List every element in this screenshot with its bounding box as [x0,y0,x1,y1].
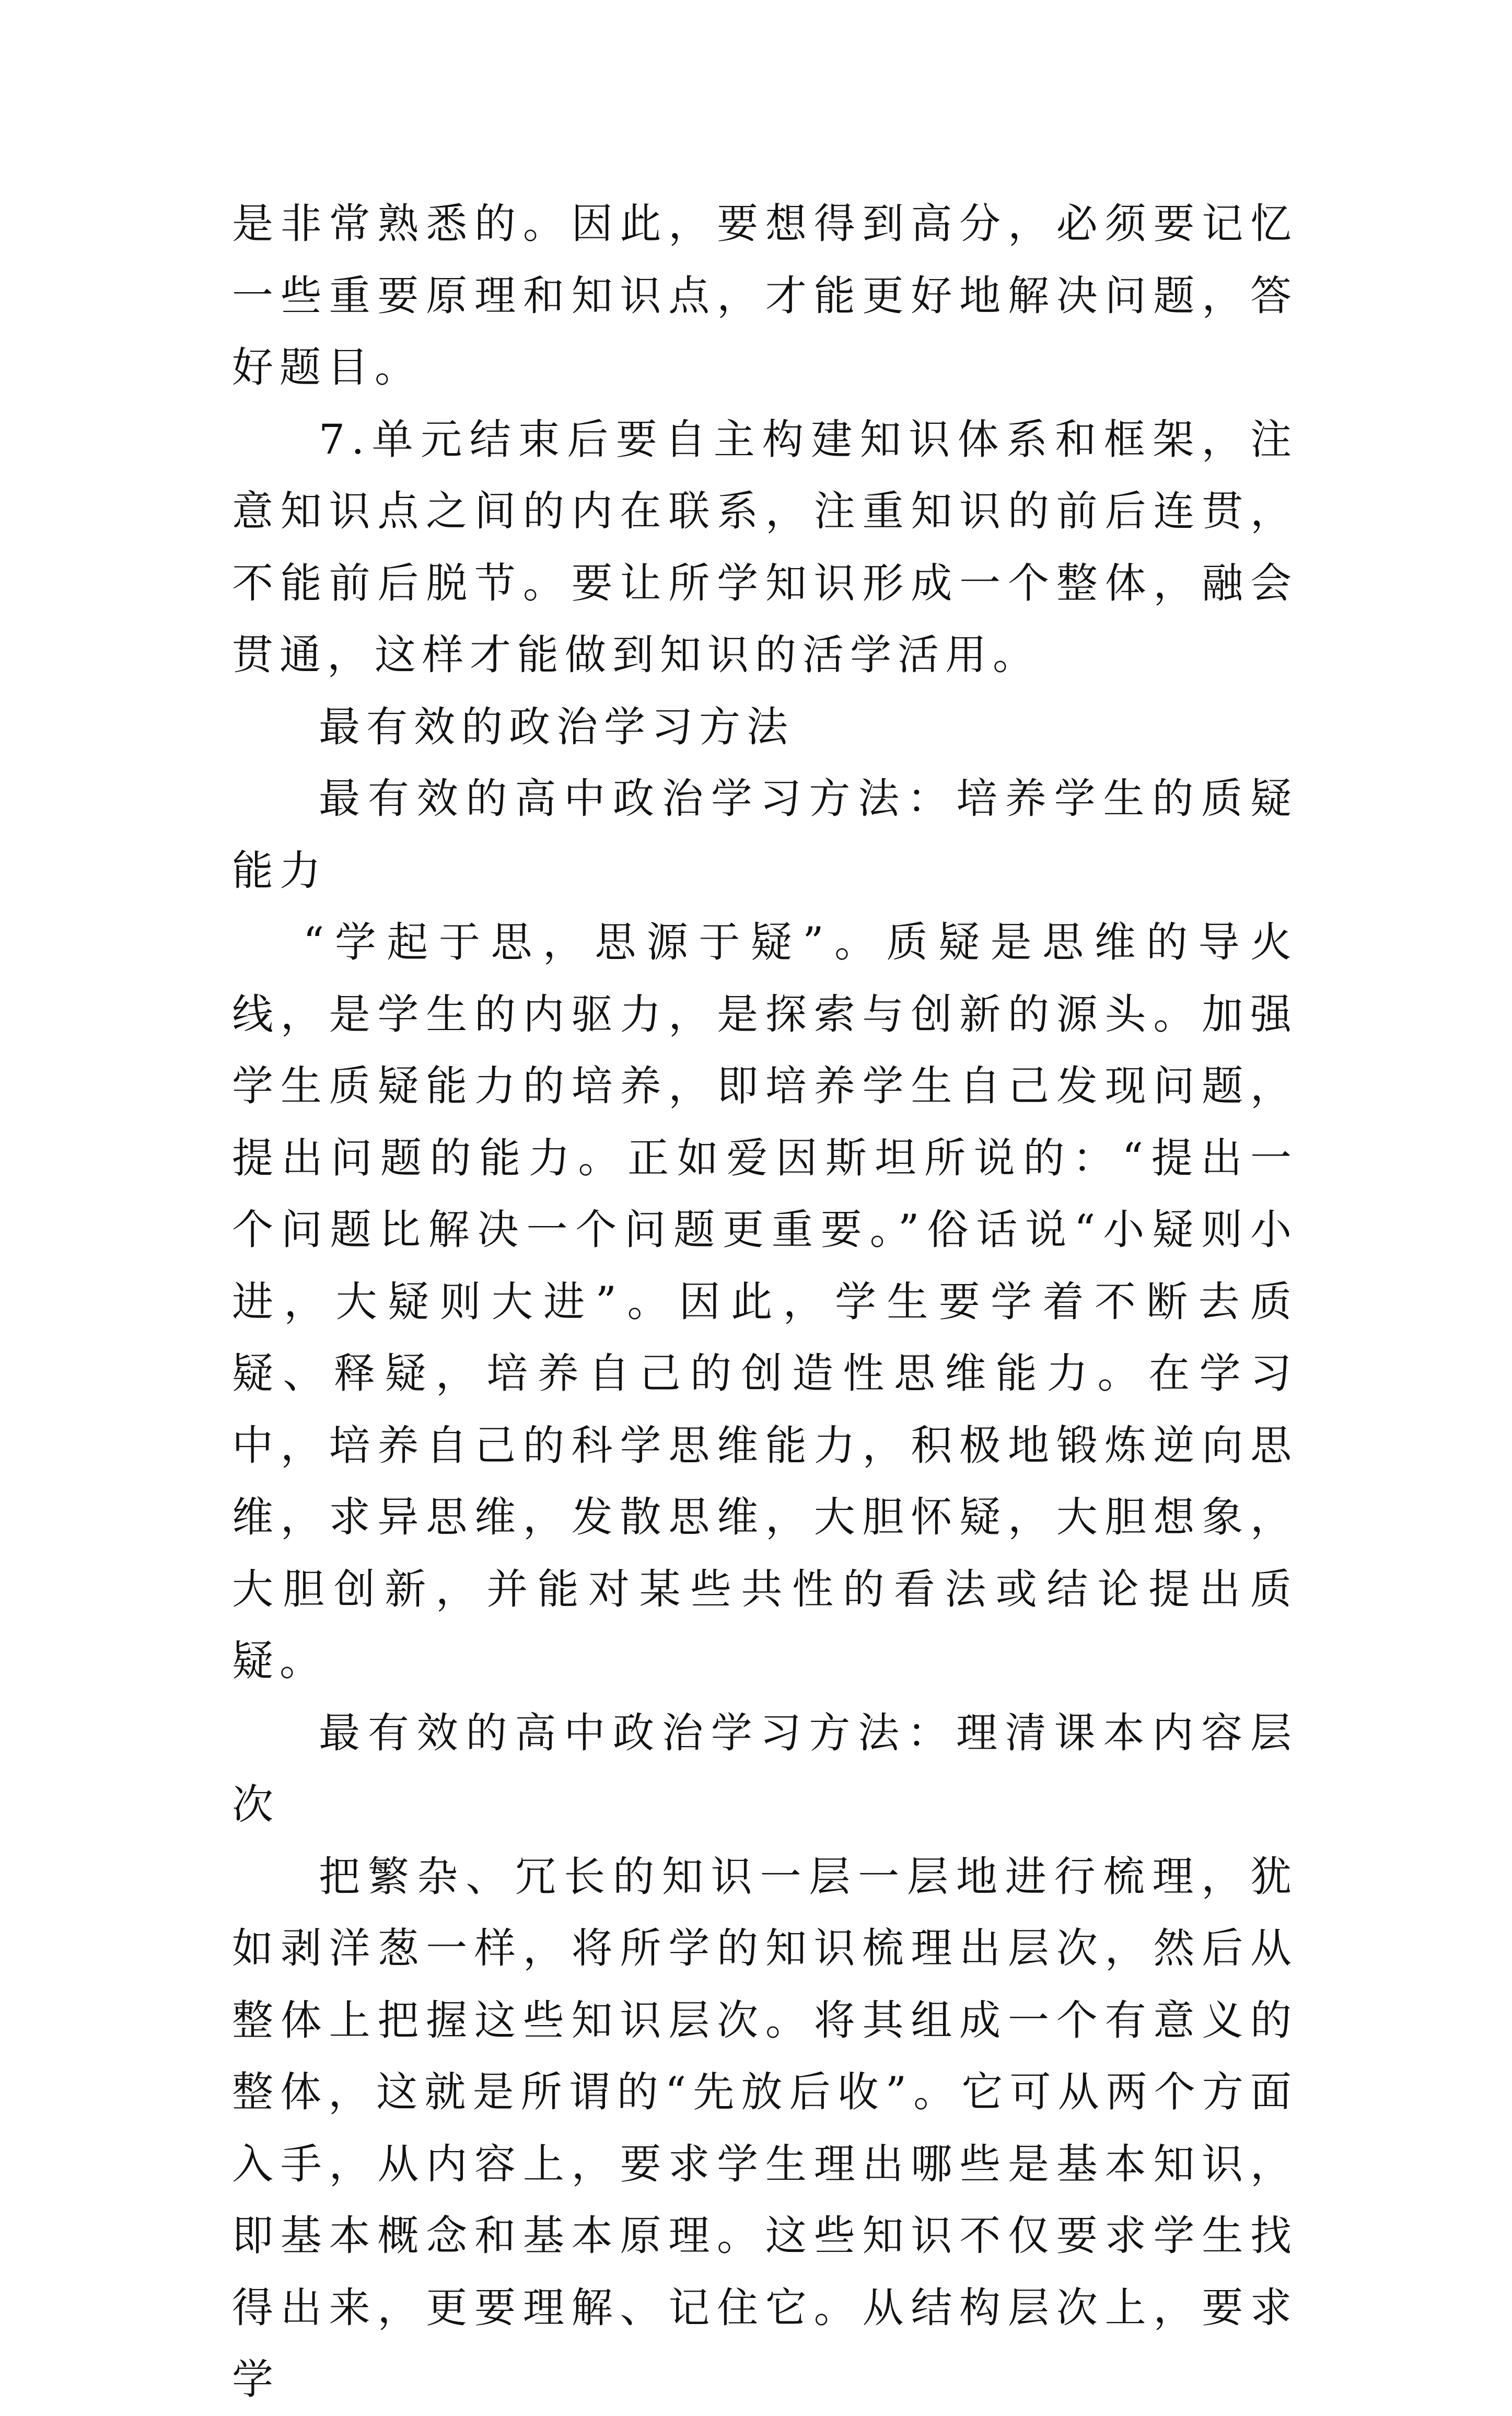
paragraph-continuation: 是非常熟悉的。因此，要想得到高分，必须要记忆一些重要原理和知识点，才能更好地解决问题，答好题目。 [232,200,1298,391]
subheading-content-levels: 最有效的高中政治学习方法：理清课本内容层次 [232,1708,1298,1829]
paragraph-questioning-ability: “学起于思，思源于疑”。质疑是思维的导火线，是学生的内驱力，是探索与创新的源头。加强学生质疑能力的培养，即培养学生自己发现问题，提出问题的能力。正如爱因斯坦所说的：“提出一个问题比解决一个问题更重要。”俗话说“小疑则小进，大疑则大进”。因此，学生要学着不断去质疑、释疑，培养自己的创造性思维能力。在学习中，培养自己的科学思维能力，积极地锻炼逆向思维，求异思维，发散思维，大胆怀疑，大胆想象，大胆创新，并能对某些共性的看法或结论提出质疑。 [232,918,1298,1685]
paragraph-knowledge-framework: 7.单元结束后要自主构建知识体系和框架，注意知识点之间的内在联系，注重知识的前后连贯，不能前后脱节。要让所学知识形成一个整体，融会贯通，这样才能做到知识的活学活用。 [232,415,1298,679]
document-body [232,188,1298,2416]
paragraph-content-levels: 把繁杂、冗长的知识一层一层地进行梳理，犹如剥洋葱一样，将所学的知识梳理出层次，然后从整体上把握这些知识层次。将其组成一个有意义的整体，这就是所谓的“先放后收”。它可从两个方面入手，从内容上，要求学生理出哪些是基本知识，即基本概念和基本原理。这些知识不仅要求学生找得出来，更要理解、记住它。从结构层次上，要求学 [232,1852,1298,2403]
subheading-questioning-ability: 最有效的高中政治学习方法：培养学生的质疑能力 [232,774,1298,895]
section-heading-study-methods: 最有效的政治学习方法 [319,702,794,751]
